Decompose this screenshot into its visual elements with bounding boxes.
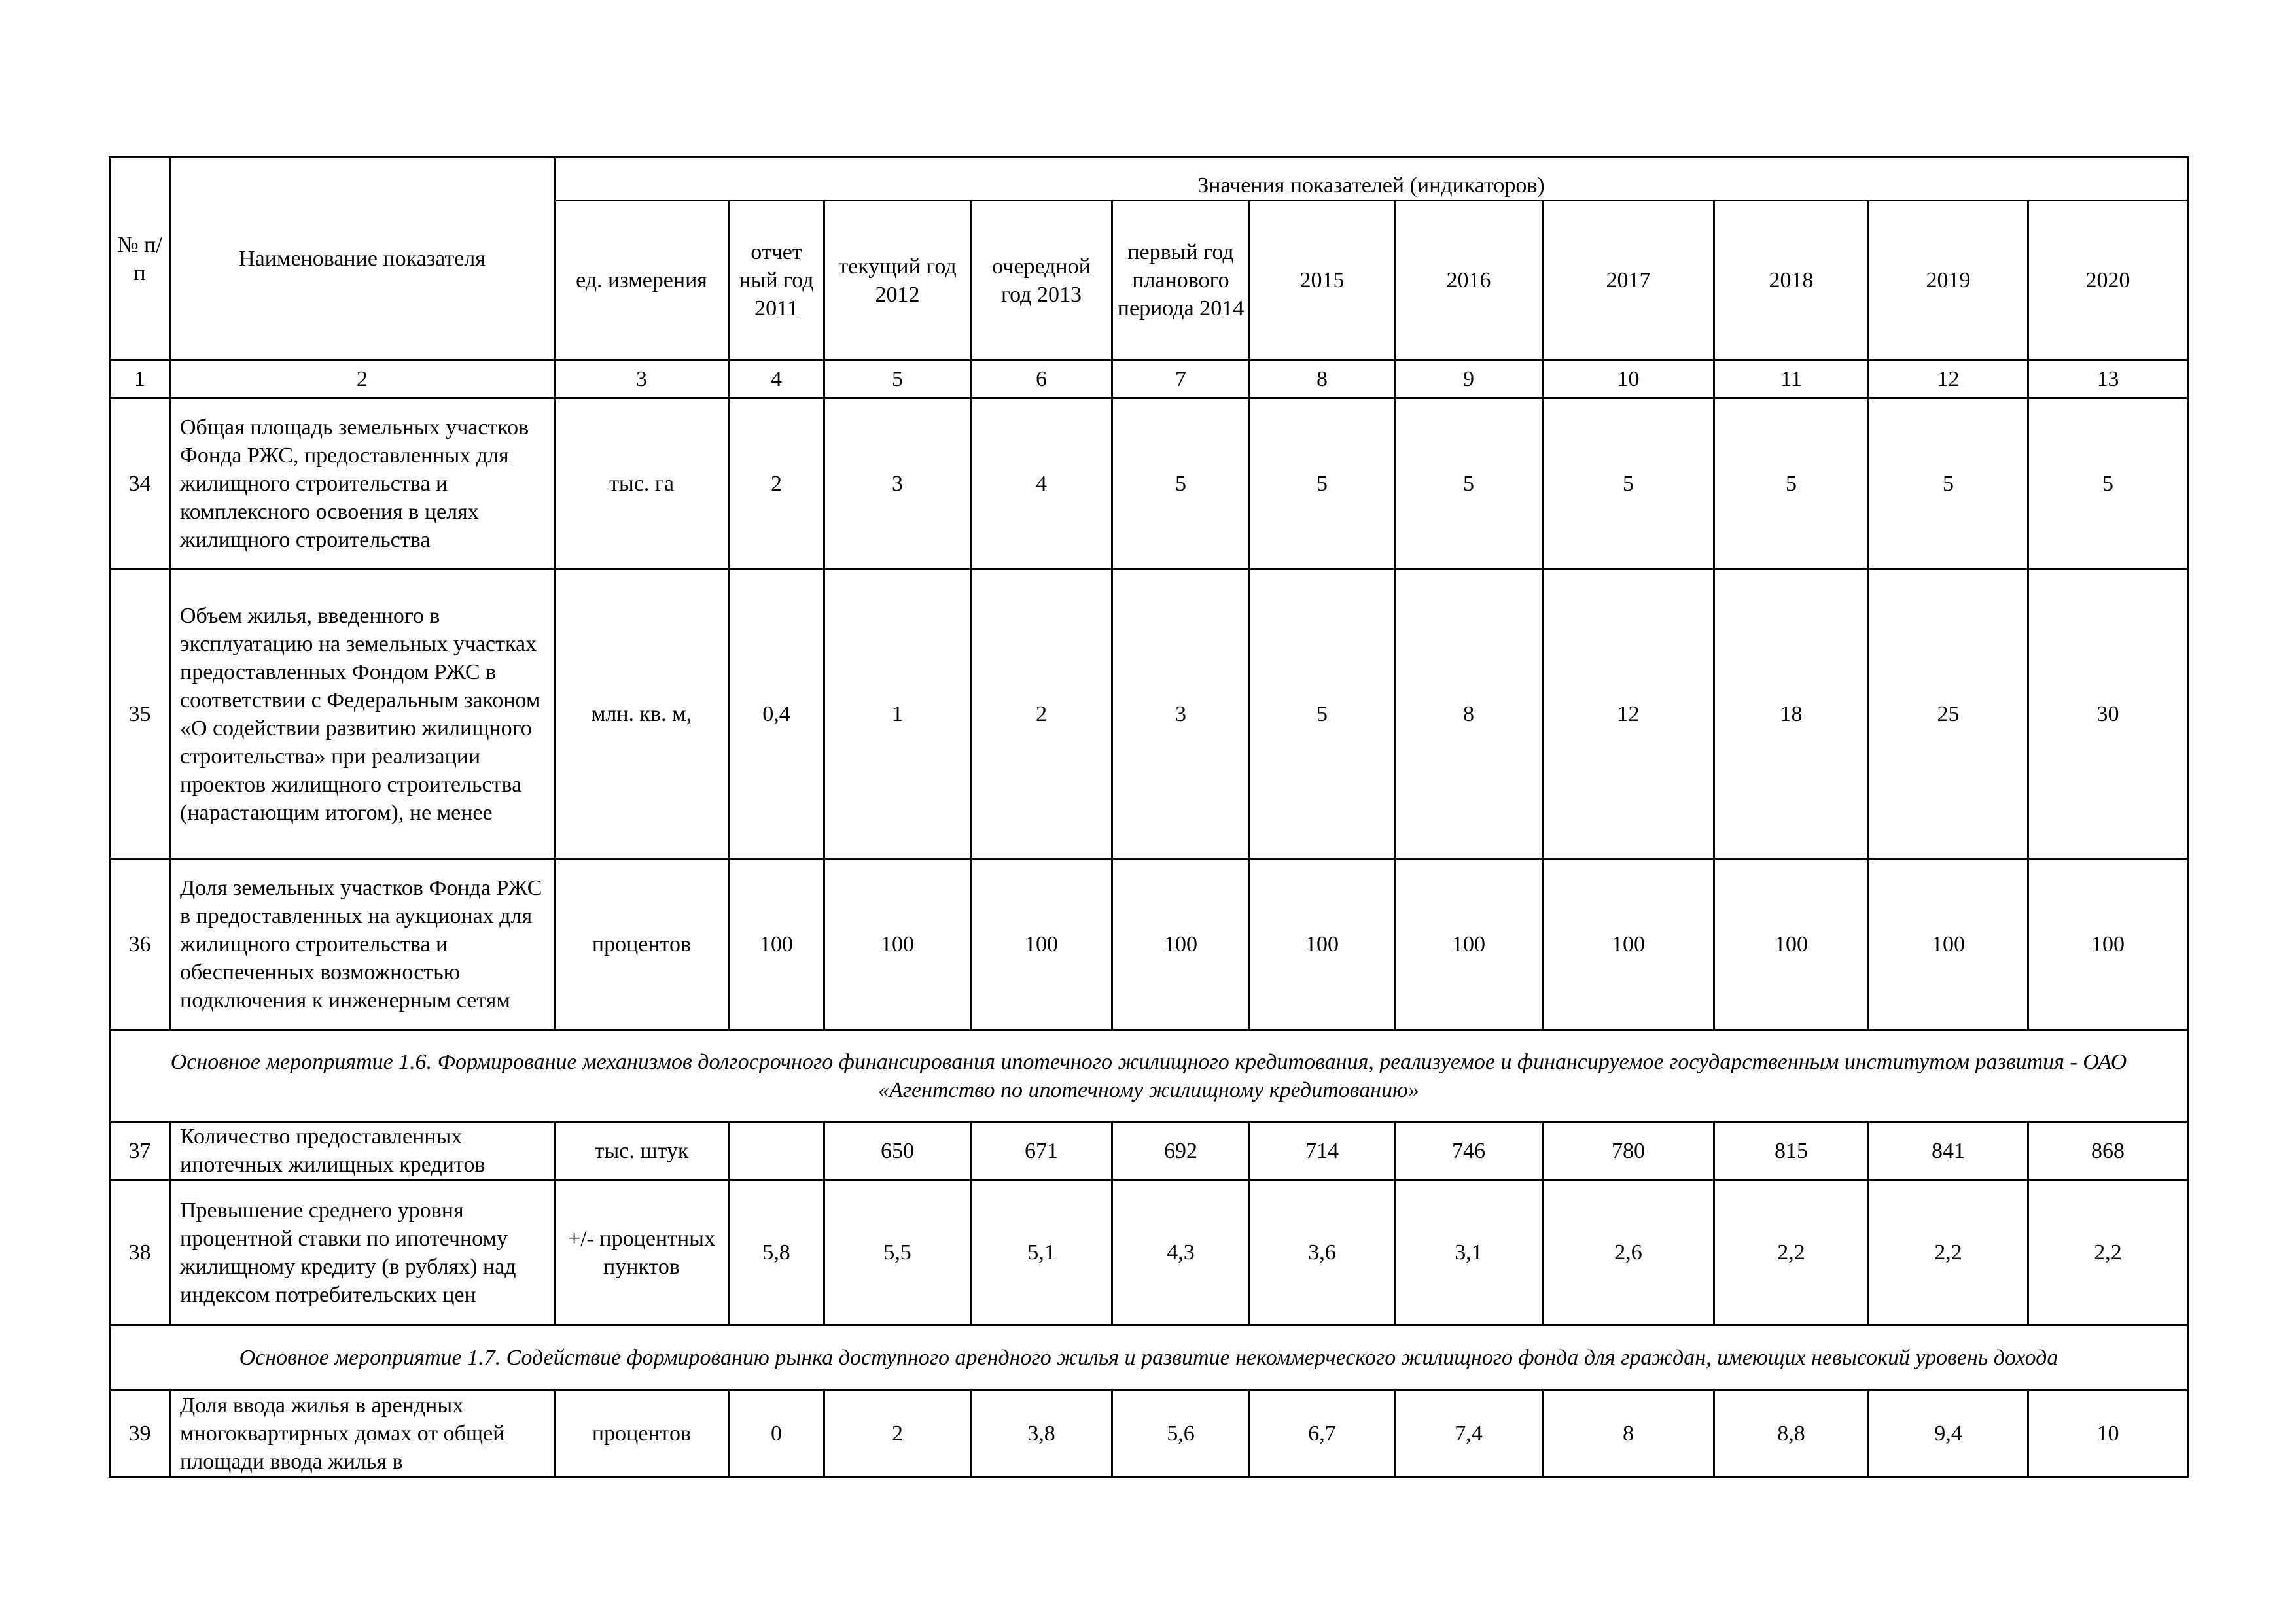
value-cell: 746 <box>1395 1122 1543 1180</box>
value-cell: 692 <box>1112 1122 1250 1180</box>
value-cell: 5 <box>1250 570 1395 859</box>
rows-group-c <box>110 1391 2188 1477</box>
header-col-2013: очередной год 2013 <box>971 201 1112 360</box>
value-cell: 100 <box>729 859 824 1030</box>
header-col-2012: текущий год 2012 <box>824 201 971 360</box>
table-row <box>110 570 2188 859</box>
value-cell: 3,1 <box>1395 1180 1543 1325</box>
column-number-cell: 7 <box>1112 360 1250 398</box>
value-cell: 2,6 <box>1543 1180 1714 1325</box>
value-cell: 714 <box>1250 1122 1395 1180</box>
column-number-cell: 6 <box>971 360 1112 398</box>
value-cell: 5,1 <box>971 1180 1112 1325</box>
value-cell: 2 <box>729 398 824 570</box>
column-number-cell: 4 <box>729 360 824 398</box>
value-cell: 2 <box>971 570 1112 859</box>
value-cell: 2 <box>824 1391 971 1477</box>
header-col-2015: 2015 <box>1250 201 1395 360</box>
value-cell: 5 <box>1395 398 1543 570</box>
value-cell: 6,7 <box>1250 1391 1395 1477</box>
value-cell: 5,6 <box>1112 1391 1250 1477</box>
table-row <box>110 1391 2188 1477</box>
row-number: 36 <box>110 859 170 1030</box>
indicator-name: Общая площадь земельных участков Фонда РЖС, предоставленных для жилищного строительства и комплексного освоения в целях жилищного строительства <box>170 398 555 570</box>
value-cell: 100 <box>824 859 971 1030</box>
value-cell: 815 <box>1714 1122 1869 1180</box>
value-cell: 100 <box>1112 859 1250 1030</box>
column-number-cell: 3 <box>555 360 729 398</box>
section-1-7-title: Основное мероприятие 1.7. Содействие формированию рынка доступного арендного жилья и развитие некоммерческого жилищного фонда для граждан, имеющих невысокий уровень дохода <box>110 1325 2188 1391</box>
value-cell: 8 <box>1543 1391 1714 1477</box>
row-number: 38 <box>110 1180 170 1325</box>
header-col-2020: 2020 <box>2028 201 2188 360</box>
value-cell: 2,2 <box>1714 1180 1869 1325</box>
value-cell: 868 <box>2028 1122 2188 1180</box>
value-cell: 3 <box>824 398 971 570</box>
column-number-cell: 9 <box>1395 360 1543 398</box>
value-cell: 4 <box>971 398 1112 570</box>
value-cell: 650 <box>824 1122 971 1180</box>
value-cell: 100 <box>1714 859 1869 1030</box>
column-number-cell: 2 <box>170 360 555 398</box>
value-cell: 3,8 <box>971 1391 1112 1477</box>
table-row <box>110 859 2188 1030</box>
header-col-2019: 2019 <box>1869 201 2028 360</box>
table-row <box>110 1180 2188 1325</box>
value-cell: 9,4 <box>1869 1391 2028 1477</box>
column-number-cell: 8 <box>1250 360 1395 398</box>
value-cell: 5,5 <box>824 1180 971 1325</box>
value-cell: 1 <box>824 570 971 859</box>
row-number: 35 <box>110 570 170 859</box>
row-number: 39 <box>110 1391 170 1477</box>
value-cell: 3,6 <box>1250 1180 1395 1325</box>
header-col-2011: отчет ный год 2011 <box>729 201 824 360</box>
value-cell: 5 <box>2028 398 2188 570</box>
value-cell: 30 <box>2028 570 2188 859</box>
column-number-cell: 12 <box>1869 360 2028 398</box>
header-col-name: Наименование показателя <box>170 158 555 360</box>
value-cell: 25 <box>1869 570 2028 859</box>
value-cell: 100 <box>1395 859 1543 1030</box>
value-cell: 5 <box>1869 398 2028 570</box>
header-col-2018: 2018 <box>1714 201 1869 360</box>
column-number-cell: 1 <box>110 360 170 398</box>
header-col-unit: ед. измерения <box>555 201 729 360</box>
table-row <box>110 398 2188 570</box>
row-number: 34 <box>110 398 170 570</box>
value-cell: 2,2 <box>2028 1180 2188 1325</box>
value-cell: 5 <box>1250 398 1395 570</box>
value-cell: 841 <box>1869 1122 2028 1180</box>
value-cell: 5 <box>1543 398 1714 570</box>
rows-group-a <box>110 398 2188 1030</box>
value-cell: 4,3 <box>1112 1180 1250 1325</box>
unit-of-measure: процентов <box>555 859 729 1030</box>
column-number-cell: 11 <box>1714 360 1869 398</box>
column-number-cell: 10 <box>1543 360 1714 398</box>
value-cell: 5 <box>1714 398 1869 570</box>
unit-of-measure: процентов <box>555 1391 729 1477</box>
value-cell: 18 <box>1714 570 1869 859</box>
value-cell: 0,4 <box>729 570 824 859</box>
column-numbers-row <box>110 360 2188 398</box>
value-cell: 8 <box>1395 570 1543 859</box>
header-group-title: Значения показателей (индикаторов) <box>555 158 2188 201</box>
value-cell <box>729 1122 824 1180</box>
section-1-6-title: Основное мероприятие 1.6. Формирование механизмов долгосрочного финансирования ипотечного жилищного кредитования, реализуемое и финансируемое государственным институтом развития - ОАО «Агентство по ипотечному жилищному кредитованию» <box>110 1030 2188 1122</box>
value-cell: 5 <box>1112 398 1250 570</box>
column-number-cell: 5 <box>824 360 971 398</box>
indicator-name: Доля ввода жилья в арендных многоквартирных домах от общей площади ввода жилья в <box>170 1391 555 1477</box>
value-cell: 7,4 <box>1395 1391 1543 1477</box>
indicator-name: Доля земельных участков Фонда РЖС в предоставленных на аукционах для жилищного строительства и обеспеченных возможностью подключения к инженерным сетям <box>170 859 555 1030</box>
value-cell: 100 <box>2028 859 2188 1030</box>
value-cell: 12 <box>1543 570 1714 859</box>
indicator-name: Превышение среднего уровня процентной ставки по ипотечному жилищному кредиту (в рублях) над индексом потребительских цен <box>170 1180 555 1325</box>
value-cell: 8,8 <box>1714 1391 1869 1477</box>
section-1-7 <box>110 1325 2188 1391</box>
table-row <box>110 1122 2188 1180</box>
unit-of-measure: млн. кв. м, <box>555 570 729 859</box>
unit-of-measure: тыс. штук <box>555 1122 729 1180</box>
section-1-6 <box>110 1030 2188 1122</box>
column-number-cell: 13 <box>2028 360 2188 398</box>
row-number: 37 <box>110 1122 170 1180</box>
header-col-2014: первый год планового периода 2014 <box>1112 201 1250 360</box>
value-cell: 100 <box>1543 859 1714 1030</box>
value-cell: 100 <box>1869 859 2028 1030</box>
value-cell: 0 <box>729 1391 824 1477</box>
value-cell: 3 <box>1112 570 1250 859</box>
header-col-2016: 2016 <box>1395 201 1543 360</box>
value-cell: 100 <box>971 859 1112 1030</box>
indicator-name: Количество предоставленных ипотечных жилищных кредитов <box>170 1122 555 1180</box>
header-col-num: № п/ п <box>110 158 170 360</box>
indicator-name: Объем жилья, введенного в эксплуатацию на земельных участках предоставленных Фондом РЖС в соответствии с Федеральным законом «О содействии развитию жилищного строительства» при реализации проектов жилищного строительства (нарастающим итогом), не менее <box>170 570 555 859</box>
indicators-table <box>109 156 2189 1478</box>
value-cell: 671 <box>971 1122 1112 1180</box>
value-cell: 10 <box>2028 1391 2188 1477</box>
unit-of-measure: +/- процентных пунктов <box>555 1180 729 1325</box>
value-cell: 5,8 <box>729 1180 824 1325</box>
value-cell: 780 <box>1543 1122 1714 1180</box>
header-row-group <box>110 158 2188 201</box>
header-col-2017: 2017 <box>1543 201 1714 360</box>
unit-of-measure: тыс. га <box>555 398 729 570</box>
rows-group-b <box>110 1122 2188 1325</box>
value-cell: 2,2 <box>1869 1180 2028 1325</box>
value-cell: 100 <box>1250 859 1395 1030</box>
